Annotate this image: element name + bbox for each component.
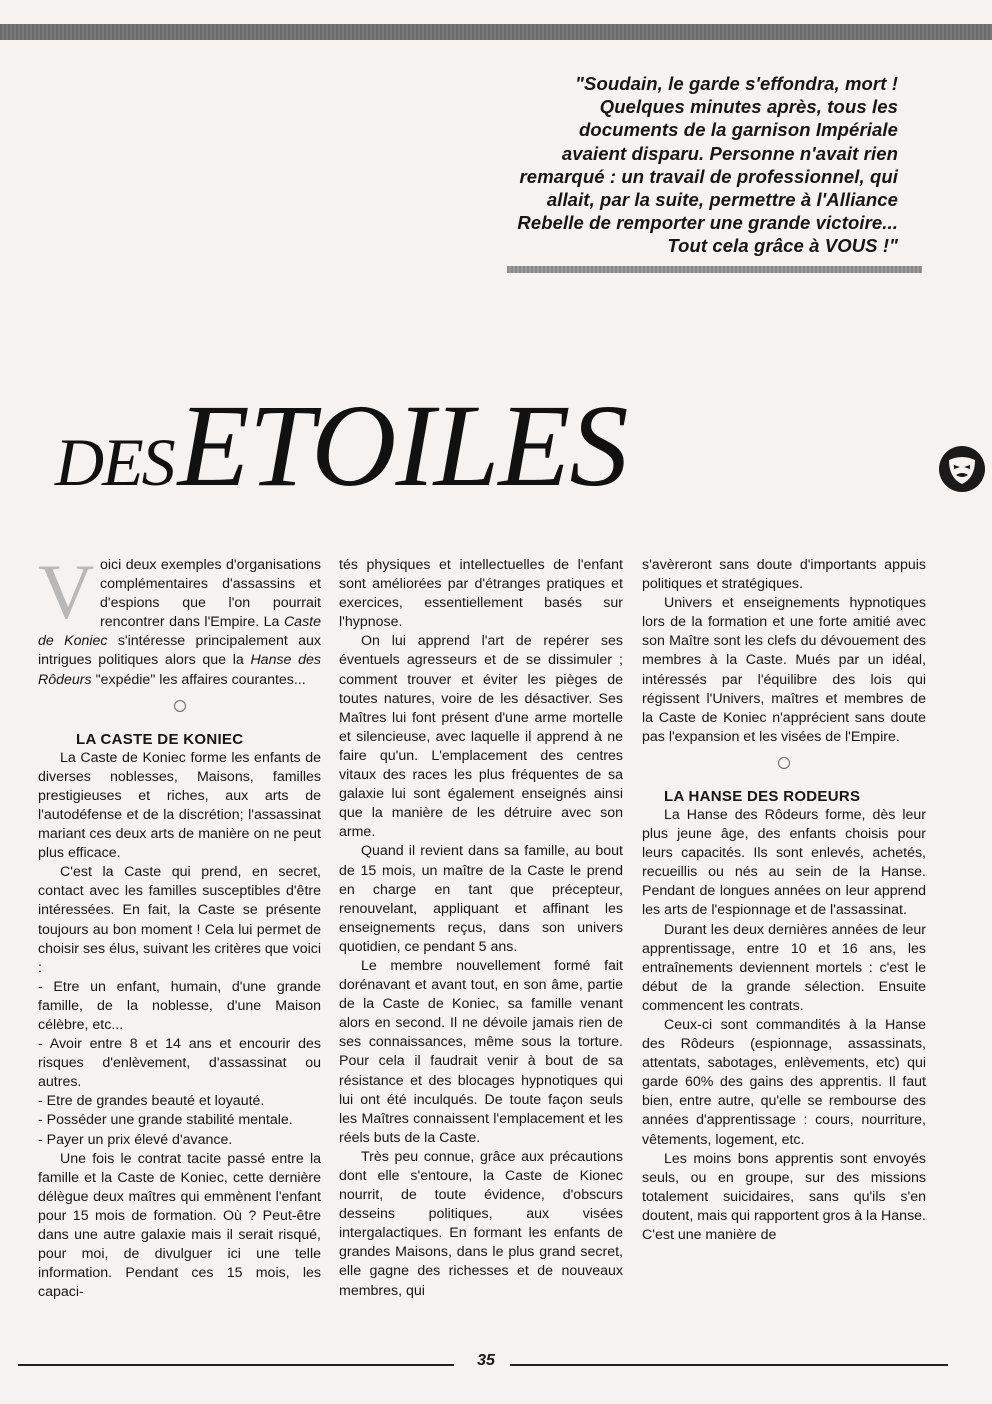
quote-line: Tout cela grâce à VOUS !" <box>667 235 898 257</box>
body-paragraph: Durant les deux dernières années de leur apprentissage, entre 10 et 16 ans, les entraînements deviennent mortels : c'est le début de la grande sélection. Ensuite commencent les contrats. <box>642 921 926 1014</box>
quote-line: Quelques minutes après, tous les <box>599 96 898 118</box>
body-paragraph: Très peu connue, grâce aux précautions dont elle s'entoure, la Caste de Kionec nourrit, de toute évidence, d'obscurs desseins politiques, aux visées intergalactiques. En formant les enfants de grandes Maisons, dans le plus grand secret, elle gagne des richesses et de nouveaux membres, qui <box>339 1148 623 1299</box>
column-1 <box>38 548 322 1302</box>
quote-line: remarqué : un travail de professionnel, qui <box>519 165 898 187</box>
theater-mask-icon <box>937 444 987 494</box>
body-paragraph: Ceux-ci sont commandités à la Hanse des Rôdeurs (espionnage, assassinats, attentats, sabotages, enlèvements, etc) qui garde 60% des gains des apprentis. Il faut bien, entre autre, qu'elle se rembourse des années d'apprentissage : cours, nourriture, vêtements, logement, etc. <box>642 1016 926 1148</box>
body-paragraph: Les moins bons apprentis sont envoyés seuls, ou en groupe, sur des missions totalement suicidaires, sans qu'ils s'en doutent, mais qui rapportent gros à la Hanse. C'est une manière de <box>642 1150 926 1243</box>
page-title <box>55 378 815 511</box>
quote-divider <box>507 266 922 273</box>
title-big-word: ETOILES <box>177 380 628 511</box>
quote-line: Rebelle de remporter une grande victoire... <box>517 212 898 234</box>
section-separator-circle <box>174 700 186 712</box>
section-heading: LA HANSE DES RODEURS <box>664 787 861 805</box>
body-paragraph: Une fois le contrat tacite passé entre la famille et la Caste de Koniec, cette dernière délègue deux maîtres qui emmènent l'enfant pour 15 mois de formation. Où ? Peut-être dans une autre galaxie mais il serait risqué, pour moi, de divulguer ici une telle information. Pendant ces 15 mois, les capaci- <box>38 1150 321 1301</box>
footer-rule-left <box>18 1364 454 1366</box>
body-paragraph: tés physiques et intellectuelles de l'enfant sont améliorées par d'étranges pratiques et exercices, essentiellement basés sur l'hypnose. <box>339 557 623 631</box>
quote-line: documents de la garnison Impériale <box>578 119 898 141</box>
column-3 <box>642 556 926 1245</box>
criteria-item: - Etre de grandes beauté et loyauté. <box>38 1093 265 1110</box>
criteria-item: - Avoir entre 8 et 14 ans et encourir des risques d'enlèvement, d'assassinat ou autres. <box>38 1036 321 1091</box>
pull-quote <box>478 72 898 258</box>
criteria-item: - Posséder une grande stabilité mentale. <box>38 1112 293 1129</box>
quote-line: avaient disparu. Personne n'avait rien <box>561 142 898 164</box>
quote-line: allait, par la suite, permettre à l'Alliance <box>546 189 898 211</box>
page-number: 35 <box>477 1352 495 1369</box>
criteria-item: - Etre un enfant, humain, d'une grande famille, de la noblesse, d'une Maison célèbre, etc... <box>38 978 321 1033</box>
body-paragraph: s'avèreront sans doute d'importants appuis politiques et stratégiques. <box>642 557 926 593</box>
intro-text: "expédie" les affaires courantes... <box>91 671 306 688</box>
quote-line: "Soudain, le garde s'effondra, mort ! <box>575 73 898 94</box>
body-paragraph: Univers et enseignements hypnotiques lors de la formation et une forte amitié avec son Maître sont les clefs du dévouement des membres à la Caste. Mués par un idéal, intéressés par l'équilibre des lois qui régissent l'Univers, maîtres et membres de la Caste de Koniec n'apprécient sans doute pas l'expansion et les visées de l'Empire. <box>642 595 926 745</box>
section-heading: LA CASTE DE KONIEC <box>76 730 244 748</box>
body-paragraph: La Hanse des Rôdeurs forme, dès leur plus jeune âge, des enfants choisis pour leurs capacités. Ils sont enlevés, achetés, recueillis ou nés au sein de la Hanse. Pendant de longues années on leur apprend les arts de l'espionnage et de l'assassinat. <box>642 806 926 919</box>
body-paragraph: La Caste de Koniec forme les enfants de diverses noblesses, Maisons, familles prestigieuses et riches, aux arts de l'autodéfense et de la discrétion; l'assassinat mariant ces deux arts de manière on ne peut plus efficace. <box>38 749 321 862</box>
intro-emphasis: Hanse des Rôdeurs <box>38 652 322 688</box>
criteria-item: - Payer un prix élevé d'avance. <box>38 1131 233 1148</box>
intro-emphasis: Caste de Koniec <box>38 614 321 650</box>
title-small-word: DES <box>55 424 174 500</box>
drop-cap: V <box>38 548 95 635</box>
intro-text: s'intéresse principalement aux intrigues politiques alors que la <box>38 633 321 669</box>
body-paragraph: Le membre nouvellement formé fait dorénavant et avant tout, en son âme, partie de la Caste de Koniec, sa famille venant alors en second. Il ne dévoile jamais rien de ses connaissances, même sous la torture. Pour cela il faudrait venir à bout de sa résistance et des blocages hypnotiques qui lui ont été inculqués. De toute façon seuls les Maîtres connaissent l'emplacement et les réels buts de la Caste. <box>339 957 623 1146</box>
column-2 <box>339 556 623 1301</box>
body-paragraph: C'est la Caste qui prend, en secret, contact avec les familles susceptibles d'être intéressées. En fait, la Caste se présente toujours au bon moment ! Cela lui permet de choisir ses élus, suivant les critères que voici : <box>38 864 321 976</box>
body-paragraph: On lui apprend l'art de repérer ses éventuels agresseurs et de se dissimuler ; comment trouver et éviter les pièges de toutes natures, voire de les désactiver. Ses Maîtres lui font présent d'une arme mortelle et silencieuse, avec laquelle il apprend à ne faire qu'un. L'emplacement des centres vitaux des races les plus fréquentes de sa galaxie lui sont également enseignés ainsi que la manière de les détruire avec son arme. <box>339 633 623 841</box>
footer-rule-right <box>510 1364 948 1366</box>
section-separator-circle <box>778 757 790 769</box>
body-paragraph: Quand il revient dans sa famille, au bout de 15 mois, un maître de la Caste le prend en charge en tant que précepteur, renouvelant, appliquant et affinant les enseignements reçus, dans son univers quotidien, ce pendant 5 ans. <box>339 843 623 955</box>
intro-text: oici deux exemples d'organisations complémentaires d'assassins et d'espions que l'on pourrait rencontrer dans l'Empire. La <box>100 557 321 631</box>
top-decorative-band <box>0 24 992 40</box>
